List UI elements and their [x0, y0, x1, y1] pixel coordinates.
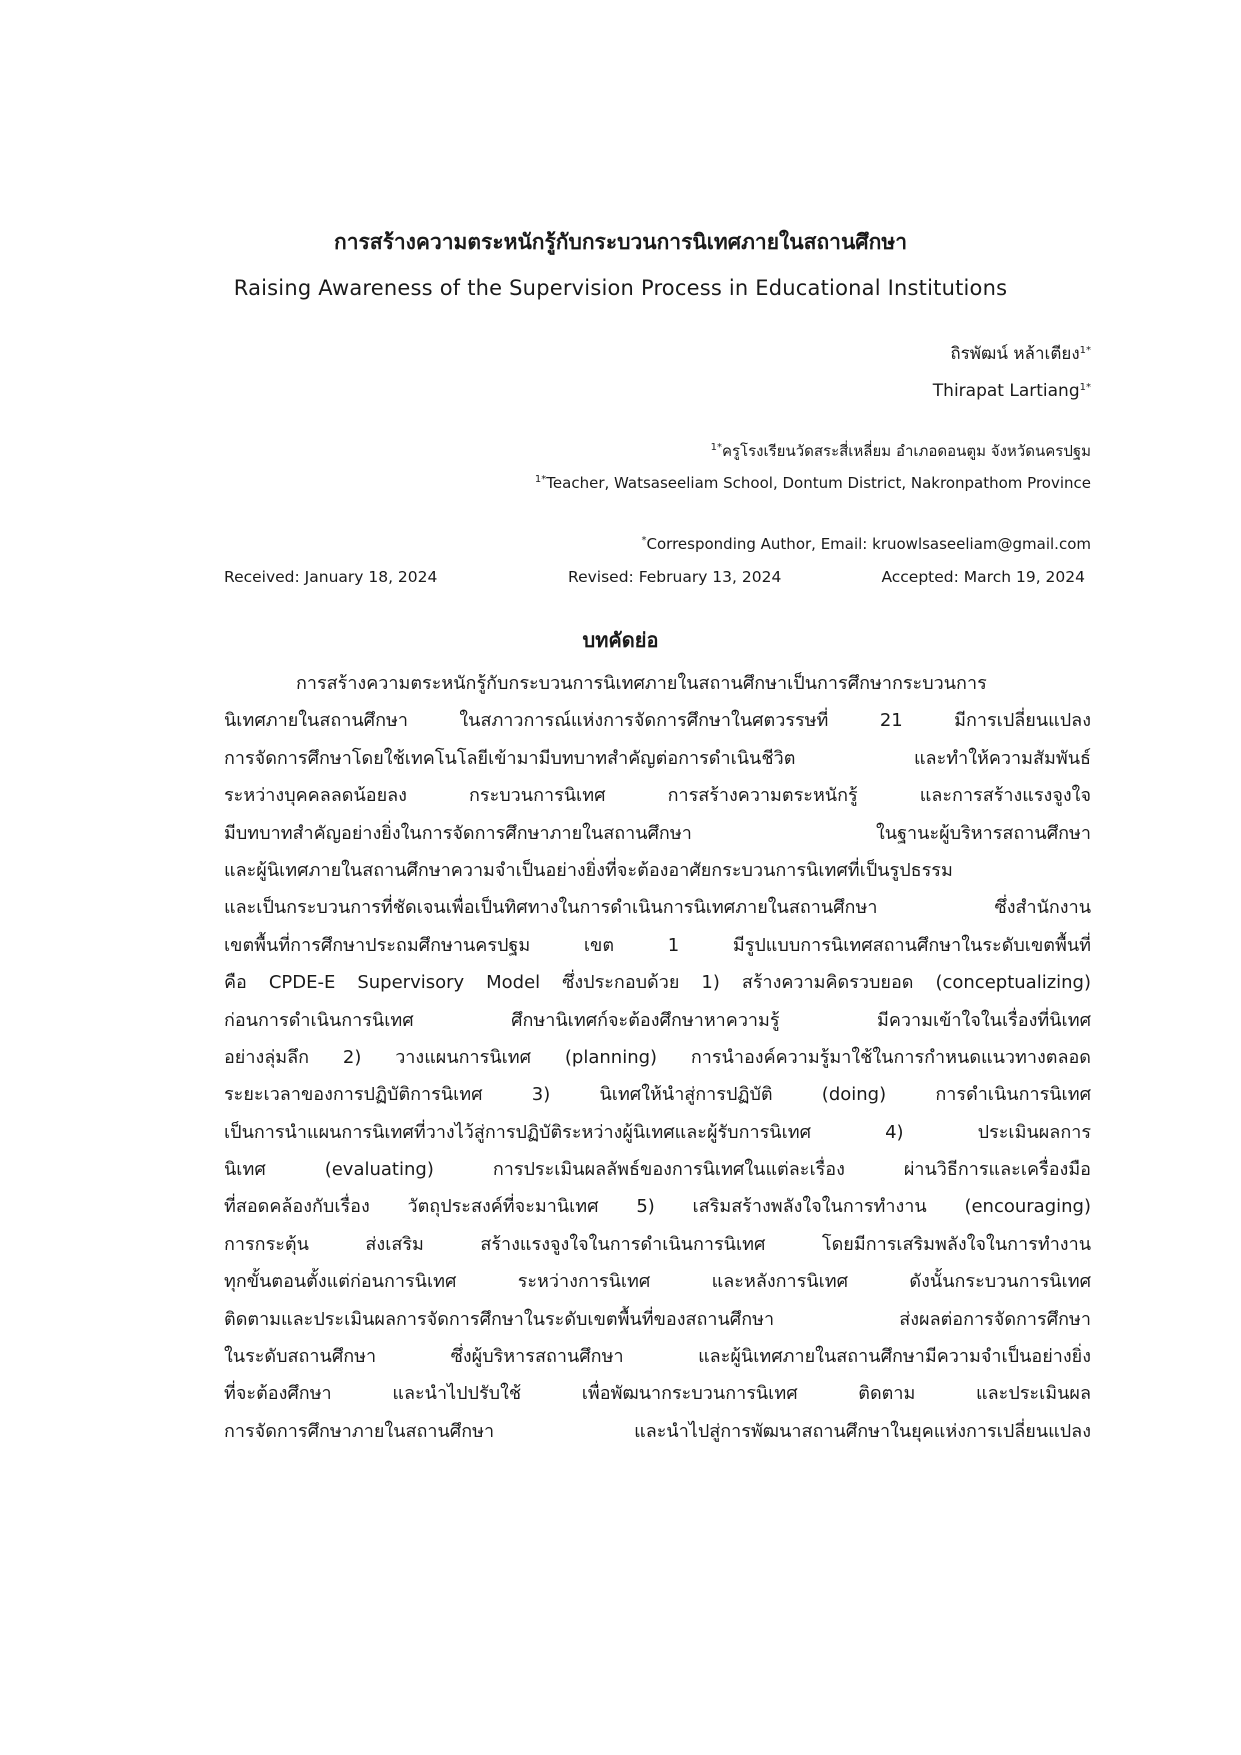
corresponding-marker: *	[641, 535, 647, 546]
affiliation-english	[535, 472, 1091, 494]
abstract-line: มีบทบาทสำคัญอย่างยิ่งในการจัดการศึกษาภายในสถานศึกษา ในฐานะผู้บริหารสถานศึกษา	[224, 822, 1091, 844]
affiliation-marker-thai: 1*	[710, 442, 722, 453]
abstract-line: การจัดการศึกษาโดยใช้เทคโนโลยีเข้ามามีบทบาทสำคัญต่อการดำเนินชีวิต และทำให้ความสัมพันธ์	[224, 747, 1091, 769]
author-name-english	[933, 379, 1091, 403]
author-name-thai	[950, 342, 1091, 366]
affiliation-english-text: Teacher, Watsaseeliam School, Dontum District, Nakronpathom Province	[546, 474, 1091, 492]
abstract-line: ระหว่างบุคคลลดน้อยลง กระบวนการนิเทศ การสร้างความตระหนักรู้ และการสร้างแรงจูงใจ	[224, 785, 1091, 807]
author-marker-thai: 1*	[1079, 345, 1091, 356]
affiliation-thai	[711, 440, 1091, 462]
abstract-line: การสร้างความตระหนักรู้กับกระบวนการนิเทศภายในสถานศึกษาเป็นการศึกษากระบวนการ	[296, 673, 987, 694]
abstract-line: ในระดับสถานศึกษา ซึ่งผู้บริหารสถานศึกษา และผู้นิเทศภายในสถานศึกษามีความจำเป็นอย่างยิ่ง	[224, 1346, 1091, 1368]
abstract-line: ที่จะต้องศึกษา และนำไปปรับใช้ เพื่อพัฒนากระบวนการนิเทศ ติดตาม และประเมินผล	[224, 1383, 1091, 1405]
abstract-line: ทุกขั้นตอนตั้งแต่ก่อนการนิเทศ ระหว่างการนิเทศ และหลังการนิเทศ ดังนั้นกระบวนการนิเทศ	[224, 1271, 1091, 1293]
abstract-line: และเป็นกระบวนการที่ชัดเจนเพื่อเป็นทิศทางในการดำเนินการนิเทศภายในสถานศึกษา ซึ่งสำนักงาน	[224, 897, 1091, 919]
author-name-english-text: Thirapat Lartiang	[932, 381, 1080, 401]
affiliation-thai-text: ครูโรงเรียนวัดสระสี่เหลี่ยม อำเภอดอนตูม จังหวัดนครปฐม	[721, 442, 1091, 460]
date-received: Received: January 18, 2024	[224, 568, 438, 586]
corresponding-author-text: Corresponding Author, Email: kruowlsaseeliam@gmail.com	[646, 535, 1091, 553]
abstract-body	[224, 665, 1091, 1450]
paper-title-english: Raising Awareness of the Supervision Process in Educational Institutions	[233, 276, 1008, 300]
abstract-line: ระยะเวลาของการปฏิบัติการนิเทศ 3) นิเทศให้นำสู่การปฏิบัติ (doing) การดำเนินการนิเทศ	[224, 1084, 1091, 1106]
abstract-line: ติดตามและประเมินผลการจัดการศึกษาในระดับเขตพื้นที่ของสถานศึกษา ส่งผลต่อการจัดการศึกษา	[224, 1308, 1091, 1330]
paper-title-thai: การสร้างความตระหนักรู้กับกระบวนการนิเทศภายในสถานศึกษา	[334, 230, 907, 254]
abstract-line: อย่างลุ่มลึก 2) วางแผนการนิเทศ (planning) การนำองค์ความรู้มาใช้ในการกำหนดแนวทางตลอด	[224, 1046, 1091, 1068]
abstract-line: เขตพื้นที่การศึกษาประถมศึกษานครปฐม เขต 1 มีรูปแบบการนิเทศสถานศึกษาในระดับเขตพื้นที่	[224, 934, 1091, 956]
date-accepted: Accepted: March 19, 2024	[881, 568, 1085, 586]
date-revised: Revised: February 13, 2024	[568, 568, 782, 586]
author-marker-english: 1*	[1079, 382, 1091, 393]
abstract-line: เป็นการนำแผนการนิเทศที่วางไว้สู่การปฏิบัติระหว่างผู้นิเทศและผู้รับการนิเทศ 4) ประเมินผลการ	[224, 1121, 1091, 1143]
abstract-heading: บทคัดย่อ	[582, 628, 659, 652]
abstract-line: นิเทศภายในสถานศึกษา ในสภาวการณ์แห่งการจัดการศึกษาในศตวรรษที่ 21 มีการเปลี่ยนแปลง	[224, 710, 1091, 732]
abstract-line: การจัดการศึกษาภายในสถานศึกษา และนำไปสู่การพัฒนาสถานศึกษาในยุคแห่งการเปลี่ยนแปลง	[224, 1420, 1091, 1442]
corresponding-author	[642, 533, 1091, 555]
abstract-line: ที่สอดคล้องกับเรื่อง วัตถุประสงค์ที่จะมานิเทศ 5) เสริมสร้างพลังใจในการทำงาน (encouraging)	[224, 1196, 1091, 1218]
abstract-line: การกระตุ้น ส่งเสริม สร้างแรงจูงใจในการดำเนินการนิเทศ โดยมีการเสริมพลังใจในการทำงาน	[224, 1233, 1091, 1255]
author-name-thai-text: ถิรพัฒน์ หล้าเตียง	[950, 344, 1080, 364]
submission-dates	[224, 565, 1091, 589]
abstract-line: ก่อนการดำเนินการนิเทศ ศึกษานิเทศก์จะต้องศึกษาหาความรู้ มีความเข้าใจในเรื่องที่นิเทศ	[224, 1009, 1091, 1031]
abstract-line: นิเทศ (evaluating) การประเมินผลลัพธ์ของการนิเทศในแต่ละเรื่อง ผ่านวิธีการและเครื่องมือ	[224, 1159, 1091, 1181]
affiliation-marker-english: 1*	[534, 474, 547, 485]
abstract-line: คือ CPDE-E Supervisory Model ซึ่งประกอบด้วย 1) สร้างความคิดรวบยอด (conceptualizing)	[224, 972, 1091, 994]
abstract-line: และผู้นิเทศภายในสถานศึกษาความจำเป็นอย่างยิ่งที่จะต้องอาศัยกระบวนการนิเทศที่เป็นรูปธรรม	[224, 859, 953, 881]
